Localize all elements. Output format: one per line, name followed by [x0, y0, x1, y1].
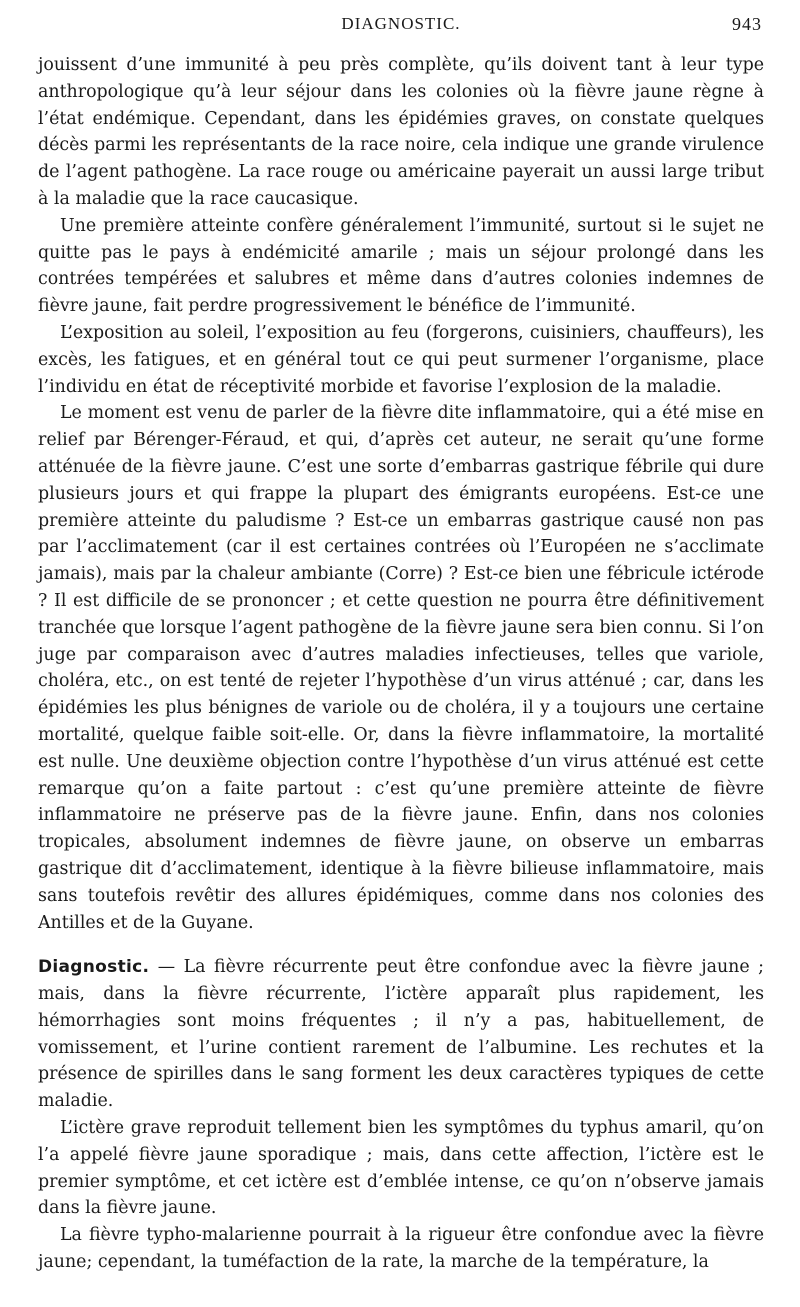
paragraph-exposure: L’exposition au soleil, l’exposition au feu (forgerons, cuisiniers, chauffeurs), les excès, les fatigues, et en général tout ce qui peut surmener l’organisme, place l’individu en état de réceptivité morbide et favorise l’explosion de la maladie. [38, 322, 764, 397]
section-gap [38, 936, 764, 954]
running-title: DIAGNOSTIC. [341, 14, 461, 33]
paragraph-inflammatory-fever: Le moment est venu de parler de la fièvre dite inflammatoire, qui a été mise en relief par Bérenger-Féraud, et qui, d’après cet auteur, ne serait qu’une forme atténuée de la fièvre jaune. C’est une sorte d’embarras gastrique fébrile qui dure plusieurs jours et qui frappe la plupart des émigrants européens. Est-ce une première atteinte du paludisme ? Est-ce un embarras gastrique causé non pas par l’acclimatement (car il est certaines contrées où l’Européen ne s’acclimate jamais), mais par la chaleur ambiante (Corre) ? Est-ce bien une fébricule ictérode ? Il est difficile de se prononcer ; et cette question ne pourra être définitivement tranchée que lorsque l’agent pathogène de la fièvre jaune sera bien connu. Si l’on juge par comparaison avec d’autres maladies infectieuses, telles que variole, choléra, etc., on est tenté de rejeter l’hypothèse d’un virus atténué ; car, dans les épidémies les plus bénignes de variole ou de choléra, il y a toujours une certaine mortalité, quelque faible soit-elle. Or, dans la fièvre inflammatoire, la mortalité est nulle. Une deuxième objection contre l’hypothèse d’un virus atténué est cette remarque qu’on a faite partout : c’est qu’une première atteinte de fièvre inflammatoire ne préserve pas de la fièvre jaune. Enfin, dans nos colonies tropicales, absolument indemnes de fièvre jaune, on observe un embarras gastrique dit d’acclimatement, identique à la fièvre bilieuse inflammatoire, mais sans toutefois revêtir des allures épidémiques, comme dans nos colonies des Antilles et de la Guyane. [38, 403, 764, 933]
paragraph-typho-malarial: La fièvre typho-malarienne pourrait à la rigueur être confondue avec la fièvre jaune; cependant, la tuméfaction de la rate, la marche de la température, la [38, 1225, 764, 1273]
page-number: 943 [732, 14, 762, 34]
book-page [38, 0, 764, 1276]
paragraph-icterus: L’ictère grave reproduit tellement bien les symptômes du typhus amaril, qu’on l’a appelé fièvre jaune sporadique ; mais, dans cette affection, l’ictère est le premier symptôme, et cet ictère est d’emblée intense, ce qu’on n’observe jamais dans la fièvre jaune. [38, 1118, 764, 1219]
paragraph-continuation: jouissent d’une immunité à peu près complète, qu’ils doivent tant à leur type anthropologique qu’à leur séjour dans les colonies où la fièvre jaune règne à l’état endémique. Cependant, dans les épidémies graves, on constate quelques décès parmi les représentants de la race noire, cela indique une grande virulence de l’agent pathogène. La race rouge ou américaine payerait un aussi large tribut à la maladie que la race caucasique. [38, 55, 764, 209]
paragraph-diagnostic [38, 954, 764, 1115]
running-head [38, 0, 764, 44]
diagnostic-lead-text: — La fièvre récurrente peut être confondue avec la fièvre jaune ; mais, dans la fièvre récurrente, l’ictère apparaît plus rapidement, les hémorrhagies sont moins fréquentes ; il n’y a pas, habituellement, de vomissement, et l’urine contient rarement de l’albumine. Les rechutes et la présence de spirilles dans le sang forment les deux caractères typiques de cette maladie. [38, 957, 764, 1112]
body-text [38, 52, 764, 1276]
paragraph-immunity: Une première atteinte confère généralement l’immunité, surtout si le sujet ne quitte pas le pays à endémicité amarile ; mais un séjour prolongé dans les contrées tempérées et salubres et même dans d’autres colonies indemnes de fièvre jaune, fait perdre progressivement le bénéfice de l’immunité. [38, 215, 764, 317]
section-heading-diagnostic: Diagnostic. [38, 957, 150, 978]
